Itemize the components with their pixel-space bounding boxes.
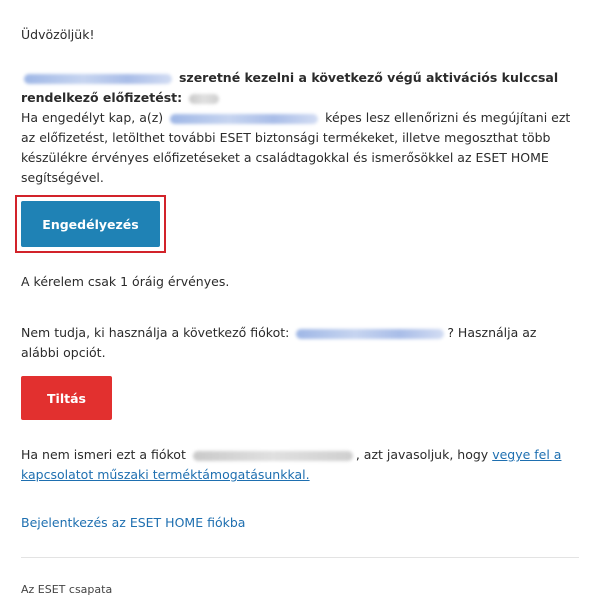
redacted-email	[193, 451, 353, 461]
support-link[interactable]: vegye fel a kapcsolatot műszaki terméktámogatásunkkal.	[21, 447, 562, 482]
deny-button[interactable]: Tiltás	[21, 376, 112, 420]
support-paragraph	[21, 445, 566, 485]
authorize-button[interactable]: Engedélyezés	[21, 201, 160, 247]
unknown-suffix: ? Használja az alábbi opciót.	[21, 325, 537, 360]
redacted-email	[170, 114, 318, 124]
redacted-email	[24, 74, 172, 84]
request-paragraph	[21, 68, 581, 188]
support-prefix: Ha nem ismeri ezt a fiókot	[21, 447, 186, 462]
greeting-text: Üdvözöljük!	[21, 27, 95, 42]
login-link[interactable]: Bejelentkezés az ESET HOME fiókba	[21, 515, 246, 530]
explain-prefix: Ha engedélyt kap, a(z)	[21, 110, 164, 125]
redacted-key	[189, 94, 219, 104]
request-text: szeretné kezelni a következő végű aktivációs kulccsal rendelkező előfizetést:	[21, 70, 559, 105]
support-middle: , azt javasoljuk, hogy	[355, 447, 489, 462]
authorize-highlight	[15, 195, 166, 253]
divider	[21, 557, 579, 558]
validity-text: A kérelem csak 1 óráig érvényes.	[21, 274, 230, 289]
redacted-email	[296, 329, 444, 339]
signature: Az ESET csapata	[21, 583, 113, 596]
explain-suffix: képes lesz ellenőrizni és megújítani ezt az előfizetést, letölthet további ESET biztonsági termékeket, illetve megoszthat több készülékre érvényes előfizetéseket a családtagokkal és ismerősökkel az ESET HOME segítségével.	[21, 110, 571, 185]
unknown-account-paragraph	[21, 323, 561, 363]
unknown-prefix: Nem tudja, ki használja a következő fiókot:	[21, 325, 290, 340]
